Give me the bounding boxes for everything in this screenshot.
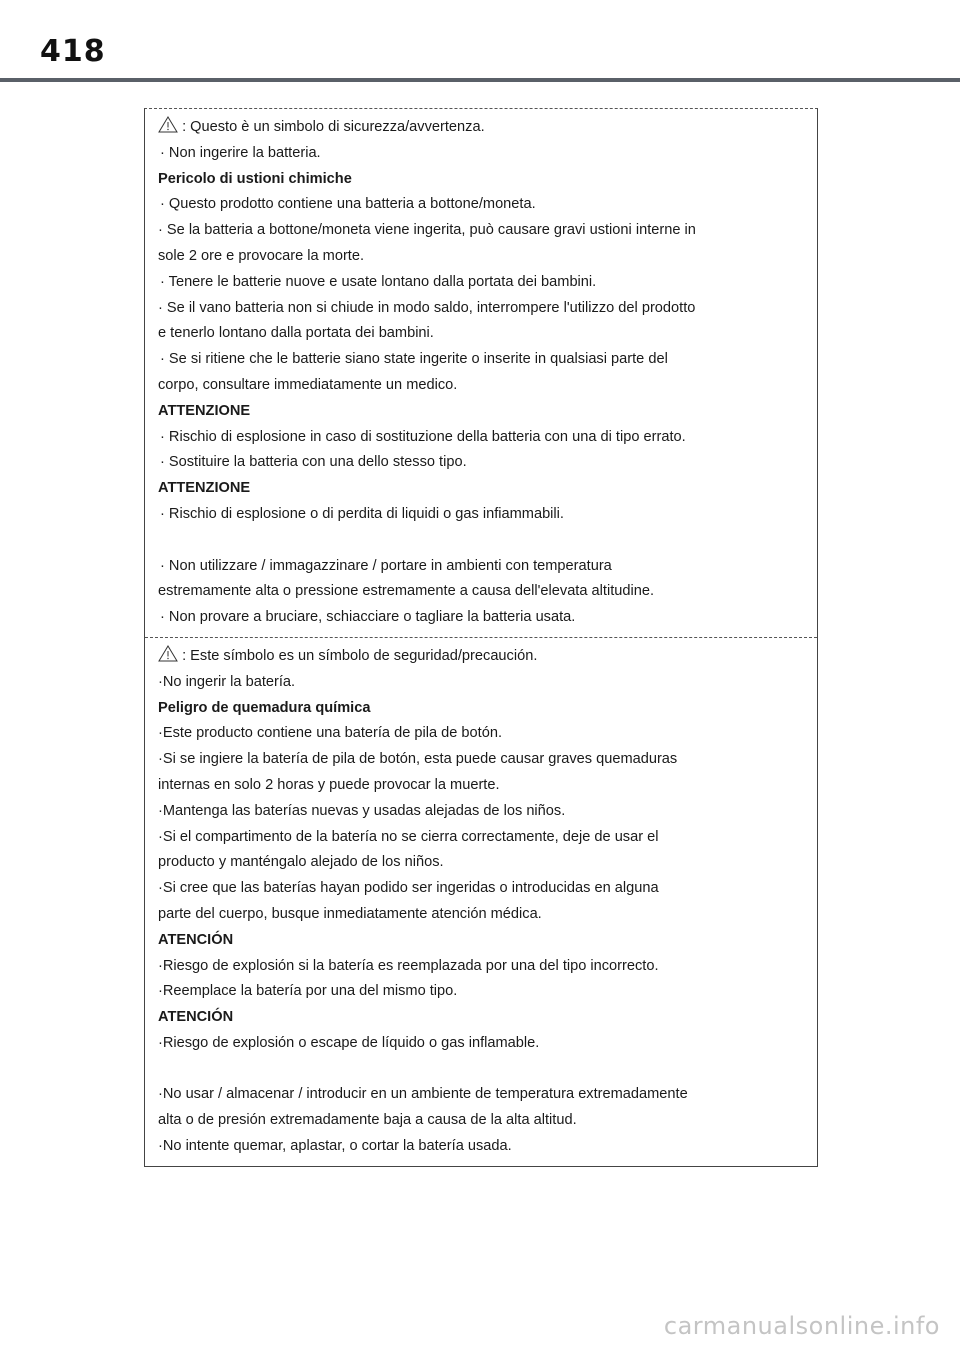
it-heading-attenzione: ATTENZIONE [158, 402, 251, 419]
es-line: producto y manténgalo alejado de los niños. [158, 854, 444, 871]
es-line: internas en solo 2 horas y puede provocar la muerte. [158, 776, 500, 793]
es-line: ·Si se ingiere la batería de pila de botón, esta puede causar graves quemaduras [158, 751, 678, 768]
es-line: ·Reemplace la batería por una del mismo tipo. [158, 983, 458, 1000]
watermark: carmanualsonline.info [663, 1312, 940, 1340]
it-line: · Non ingerire la batteria. [160, 144, 321, 161]
it-line: sole 2 ore e provocare la morte. [158, 247, 365, 264]
it-line: e tenerlo lontano dalla portata dei bambini. [158, 325, 434, 342]
es-symbol-line [158, 644, 807, 670]
it-symbol-line [158, 115, 807, 141]
es-heading-chemical-burn: Peligro de quemadura química [158, 699, 371, 716]
es-line: ·Si el compartimento de la batería no se cierra correctamente, deje de usar el [158, 828, 659, 845]
it-line: · Se il vano batteria non si chiude in modo saldo, interrompere l'utilizzo del prodotto [158, 299, 696, 316]
es-line: ·Riesgo de explosión si la batería es reemplazada por una del tipo incorrecto. [158, 957, 659, 974]
it-line: · Se si ritiene che le batterie siano state ingerite o inserite in qualsiasi parte del [160, 351, 668, 368]
it-line: · Non provare a bruciare, schiacciare o tagliare la batteria usata. [160, 609, 576, 626]
header-rule [0, 78, 960, 82]
it-line: · Rischio di esplosione o di perdita di liquidi o gas infiammabili. [160, 505, 564, 522]
spacer [158, 528, 807, 554]
es-line: ·Riesgo de explosión o escape de líquido o gas inflamable. [158, 1034, 540, 1051]
es-line: ·Si cree que las baterías hayan podido ser ingeridas o introducidas en alguna [158, 880, 659, 897]
it-line: · Non utilizzare / immagazzinare / portare in ambienti con temperatura [160, 557, 612, 574]
it-line: · Rischio di esplosione in caso di sostituzione della batteria con una di tipo errato. [160, 428, 686, 445]
it-line: corpo, consultare immediatamente un medico. [158, 376, 458, 393]
it-line: · Se la batteria a bottone/moneta viene ingerita, può causare gravi ustioni interne in [158, 222, 696, 239]
es-line: ·No ingerir la batería. [158, 673, 296, 690]
es-heading-atencion: ATENCIÓN [158, 1009, 234, 1026]
it-line: · Tenere le batterie nuove e usate lontano dalla portata dei bambini. [160, 273, 597, 290]
spanish-section [145, 637, 817, 1166]
es-heading-atencion: ATENCIÓN [158, 931, 234, 948]
warning-box [144, 108, 818, 1167]
es-symbol-label: : Este símbolo es un símbolo de seguridad/precaución. [182, 647, 538, 664]
it-line: · Questo prodotto contiene una batteria a bottone/moneta. [160, 196, 536, 213]
es-line: ·No usar / almacenar / introducir en un ambiente de temperatura extremadamente [158, 1086, 688, 1103]
es-line: ·Este producto contiene una batería de pila de botón. [158, 725, 503, 742]
warning-triangle-icon [158, 116, 178, 133]
es-line: ·Mantenga las baterías nuevas y usadas alejadas de los niños. [158, 802, 566, 819]
it-heading-chemical-burn: Pericolo di ustioni chimiche [158, 170, 352, 187]
italian-section [145, 109, 817, 637]
es-line: ·No intente quemar, aplastar, o cortar la batería usada. [158, 1138, 512, 1155]
es-line: alta o de presión extremadamente baja a causa de la alta altitud. [158, 1112, 577, 1129]
it-line: estremamente alta o pressione estremamente a causa dell'elevata altitudine. [158, 583, 655, 600]
page-number: 418 [40, 34, 106, 69]
spacer [158, 1057, 807, 1083]
es-line: parte del cuerpo, busque inmediatamente atención médica. [158, 905, 542, 922]
warning-triangle-icon [158, 645, 178, 662]
it-symbol-label: : Questo è un simbolo di sicurezza/avvertenza. [182, 119, 485, 135]
it-heading-attenzione: ATTENZIONE [158, 480, 251, 497]
it-line: · Sostituire la batteria con una dello stesso tipo. [160, 454, 467, 471]
